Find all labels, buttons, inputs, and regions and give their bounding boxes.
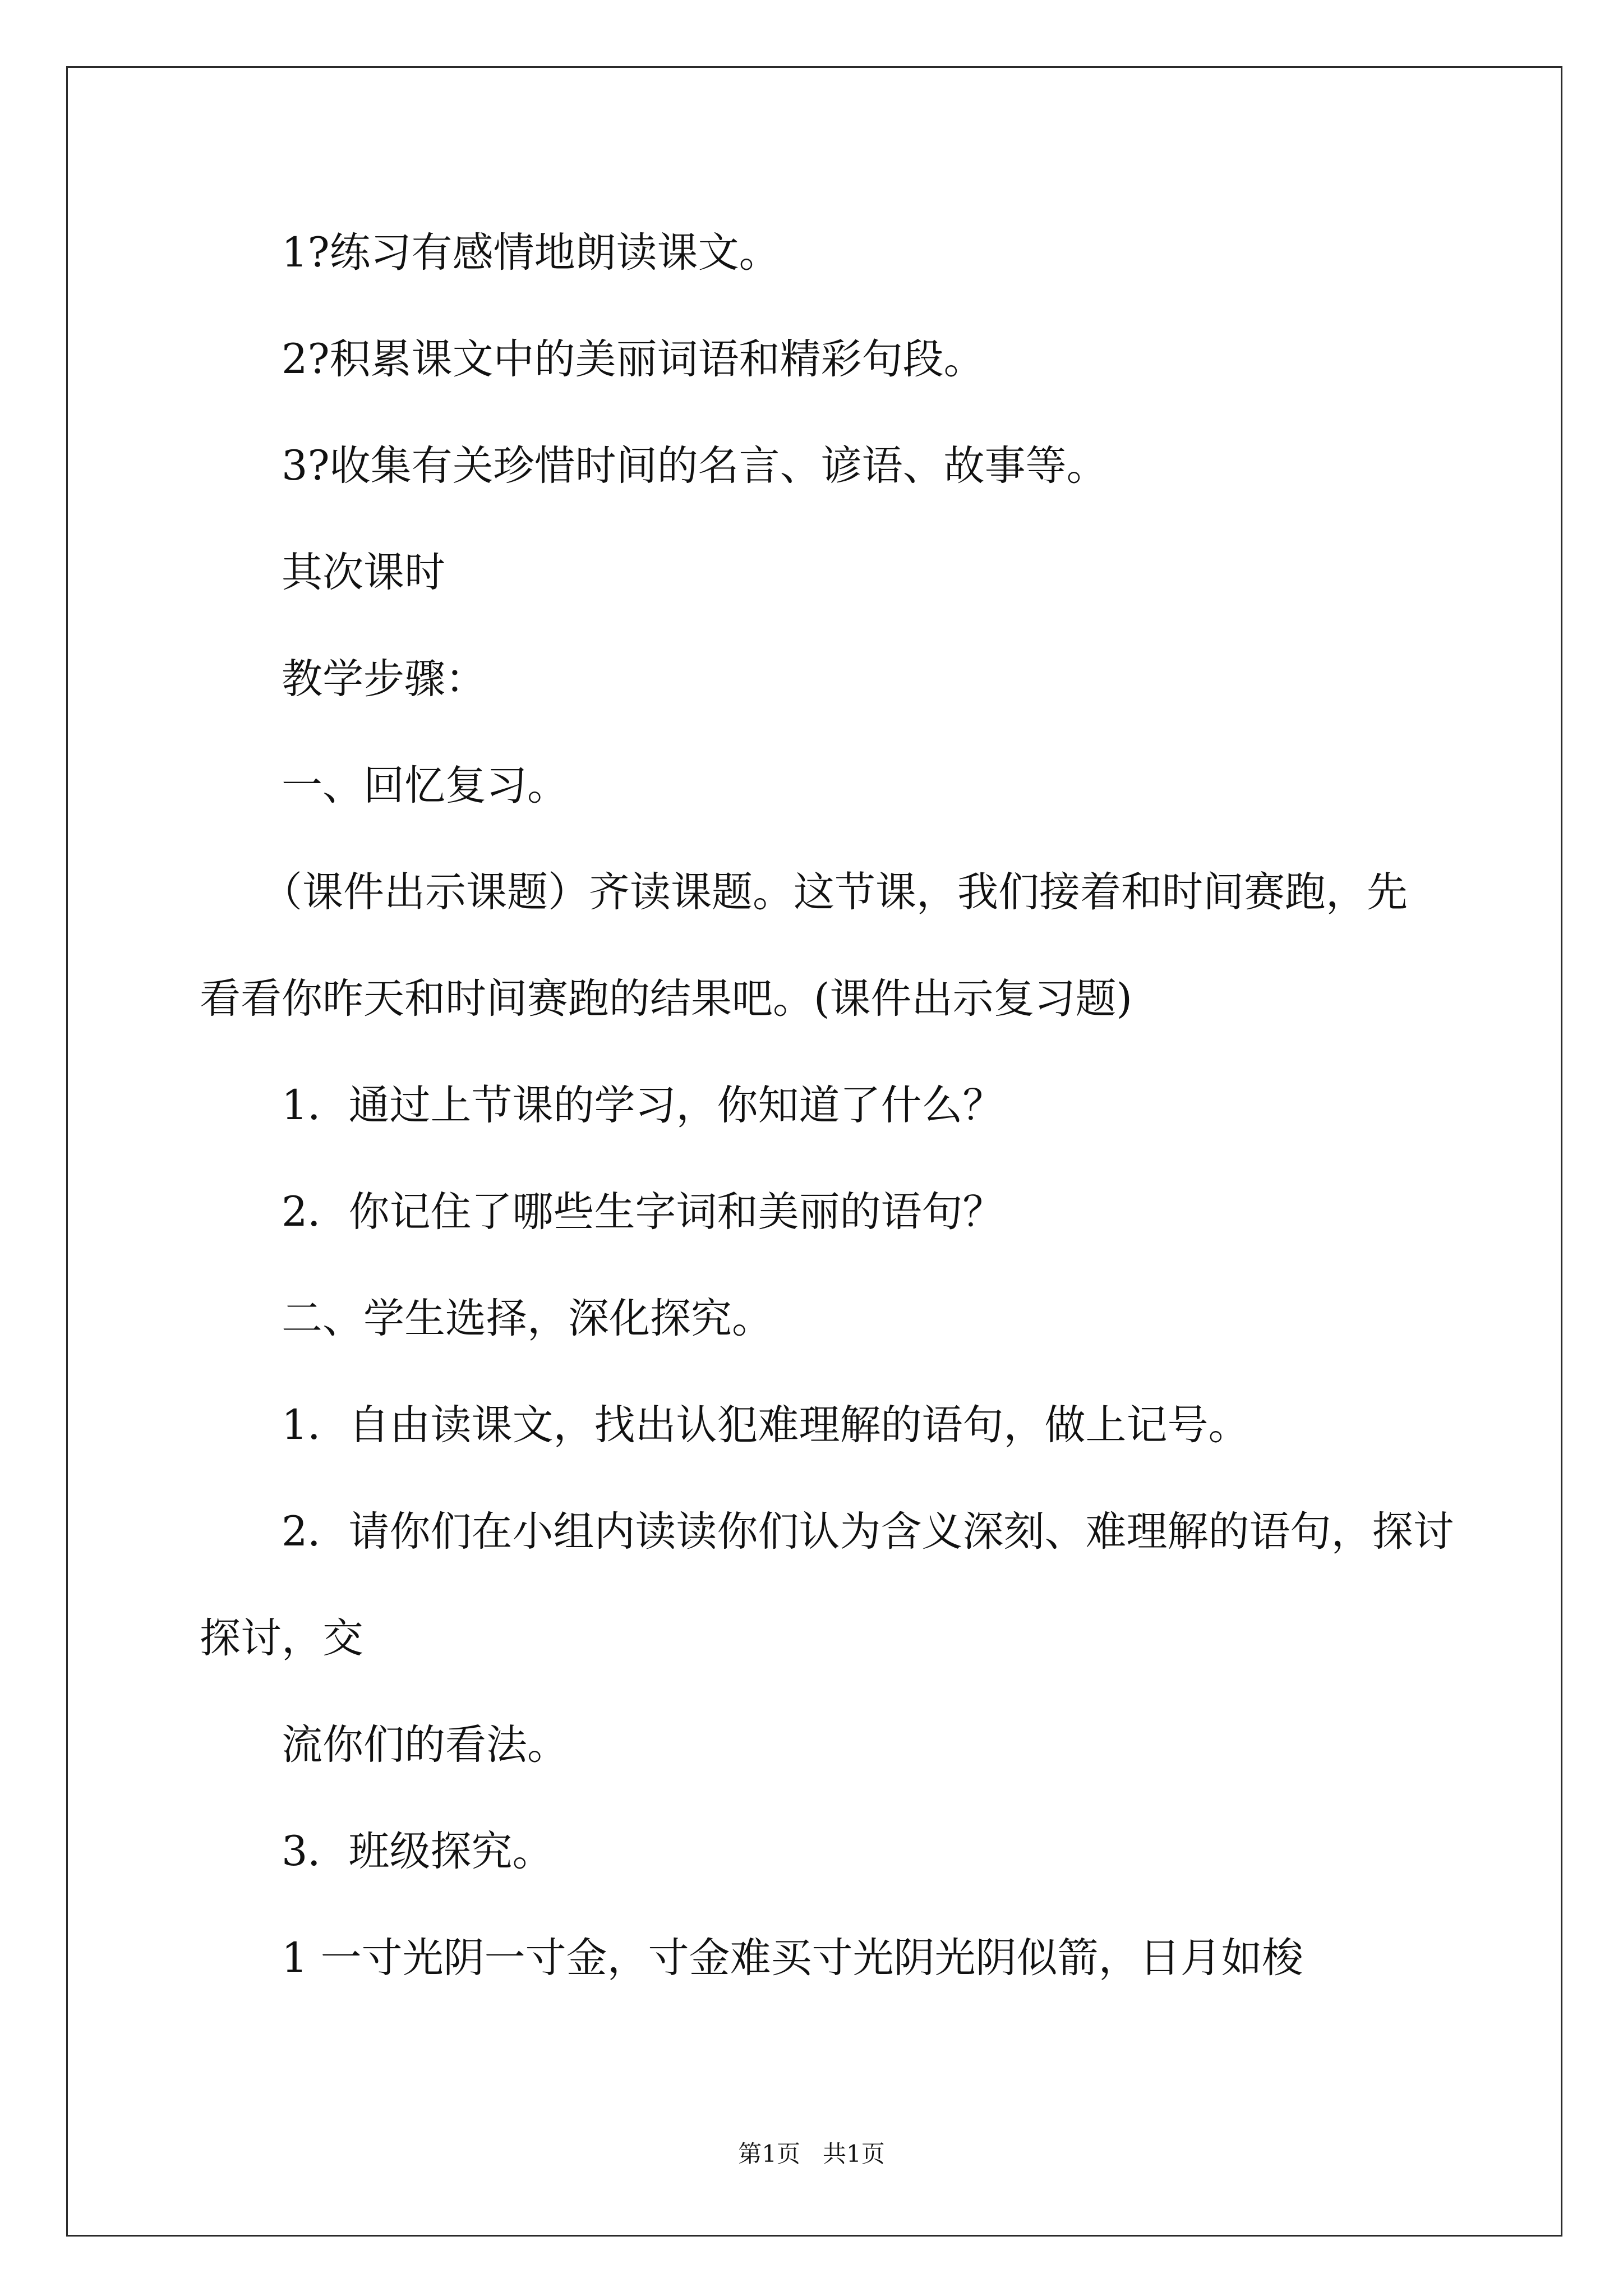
homework-item-3: 3?收集有关珍惜时间的名言、谚语、故事等。 bbox=[282, 442, 1108, 490]
section-heading-review: 一、回忆复习。 bbox=[282, 762, 568, 809]
step-item-1: 1．自由读课文，找出认犯难理解的语句，做上记号。 bbox=[282, 1401, 1249, 1449]
lesson-heading: 其次课时 bbox=[282, 549, 445, 596]
section-heading-explore: 二、学生选择，深化探究。 bbox=[282, 1295, 773, 1342]
question-item-2: 2．你记住了哪些生字词和美丽的语句？ bbox=[282, 1188, 1004, 1236]
step-item-2-continued-line: 流你们的看法。 bbox=[282, 1721, 568, 1769]
page-footer: 第1页 共1页 bbox=[738, 2140, 885, 2168]
quote-line: 1 一寸光阴一寸金，寸金难买寸光阴光阴似箭，日月如梭 bbox=[282, 1934, 1303, 1982]
question-item-1: 1．通过上节课的学习，你知道了什么？ bbox=[282, 1082, 1004, 1129]
step-item-2: 2．请你们在小组内读读你们认为含义深刻、难理解的语句，探讨 bbox=[282, 1508, 1454, 1556]
step-item-3: 3．班级探究。 bbox=[282, 1828, 554, 1875]
document-body bbox=[200, 200, 1490, 2012]
homework-item-1: 1?练习有感情地朗读课文。 bbox=[282, 229, 780, 277]
step-item-2-continued: 探讨，交 bbox=[200, 1614, 363, 1662]
paragraph-line: （课件出示课题）齐读课题。这节课，我们接着和时间赛跑，先 bbox=[261, 868, 1408, 916]
paragraph-line-continued: 看看你昨天和时间赛跑的结果吧。(课件出示复习题) bbox=[200, 975, 1132, 1023]
teaching-steps-heading: 教学步骤： bbox=[282, 655, 486, 703]
homework-item-2: 2?积累课文中的美丽词语和精彩句段。 bbox=[282, 335, 985, 383]
